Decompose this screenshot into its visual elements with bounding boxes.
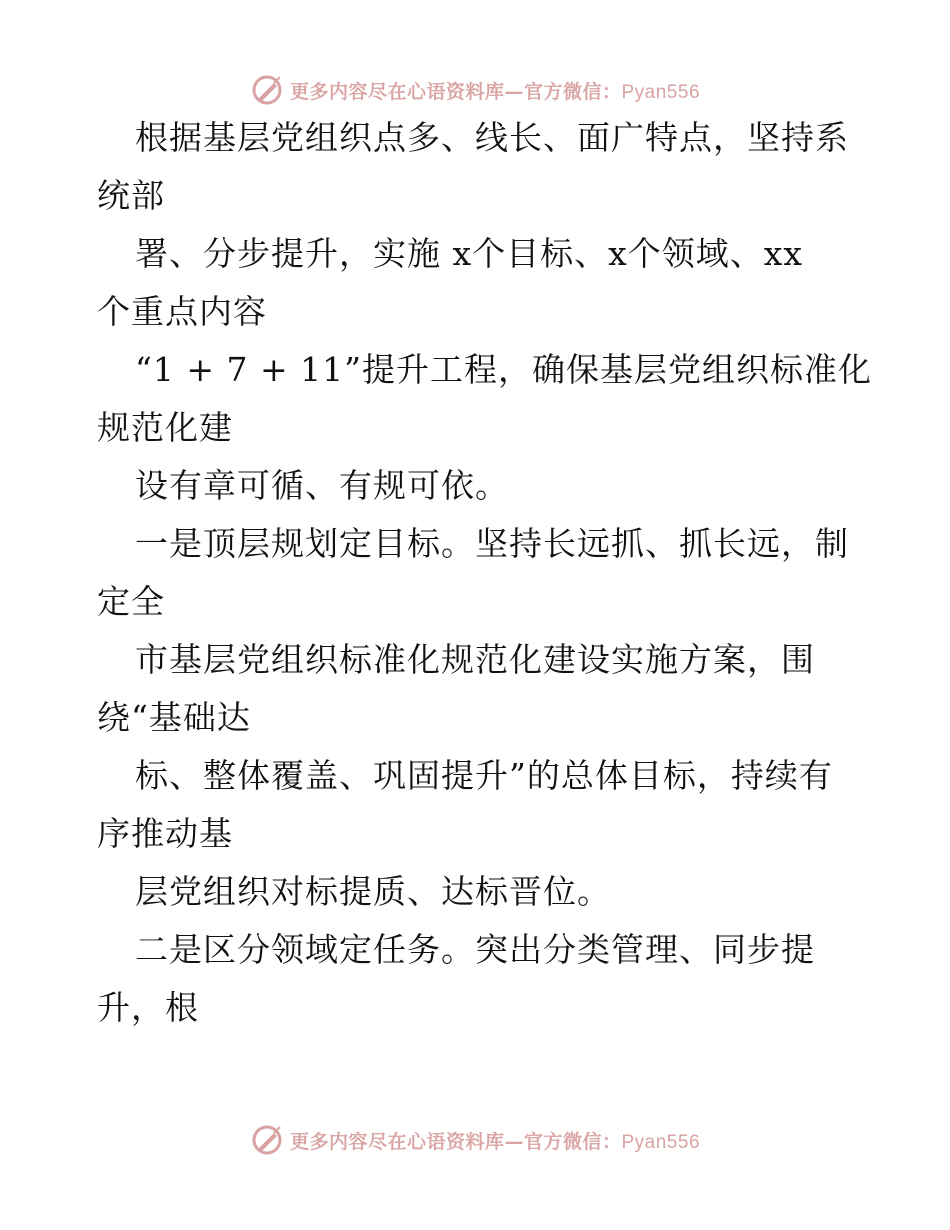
quill-logo-icon	[250, 1123, 284, 1157]
paragraph-line: 序推动基	[97, 814, 233, 853]
header-watermark	[0, 70, 950, 110]
paragraph-line: “1 + 7 + 11”提升工程，确保基层党组织标准化	[135, 350, 872, 389]
paragraph-line: 标、整体覆盖、巩固提升”的总体目标，持续有	[135, 756, 833, 795]
paragraph-line: 层党组织对标提质、达标晋位。	[135, 872, 611, 911]
paragraph-line: 二是区分领域定任务。突出分类管理、同步提	[135, 930, 815, 969]
paragraph-line: 规范化建	[97, 408, 233, 447]
quill-logo-icon	[250, 73, 284, 107]
watermark-text: 更多内容尽在心语资料库—官方微信：Pyan556	[289, 80, 701, 103]
paragraph-line: 绕“基础达	[97, 698, 251, 737]
paragraph-line: 定全	[97, 582, 165, 621]
paragraph-line: 市基层党组织标准化规范化建设实施方案，围	[135, 640, 815, 679]
paragraph-line: 升，根	[97, 988, 199, 1027]
paragraph-line: 统部	[97, 176, 165, 215]
paragraph-line: 一是顶层规划定目标。坚持长远抓、抓长远，制	[135, 524, 849, 563]
paragraph-line: 署、分步提升，实施 x个目标、x个领域、xx	[135, 234, 803, 273]
paragraph-line: 根据基层党组织点多、线长、面广特点，坚持系	[135, 118, 849, 157]
footer-watermark	[0, 1120, 950, 1160]
paragraph-line: 个重点内容	[97, 292, 267, 331]
paragraph-line: 设有章可循、有规可依。	[135, 466, 509, 505]
watermark-text: 更多内容尽在心语资料库—官方微信：Pyan556	[289, 1130, 701, 1153]
